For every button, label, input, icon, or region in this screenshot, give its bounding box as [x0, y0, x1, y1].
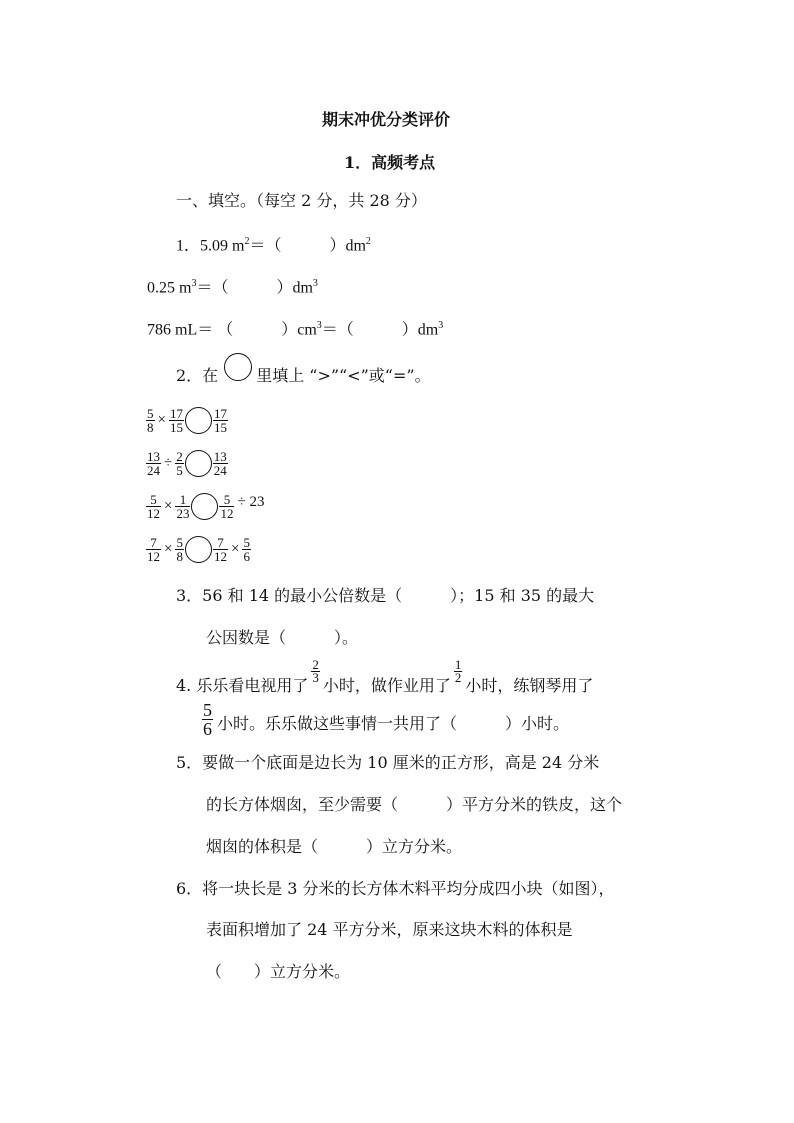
- page-title: 期末冲优分类评价: [322, 110, 451, 129]
- operator-tail: ÷ 23: [237, 493, 265, 510]
- compare-circle-icon: [224, 353, 252, 381]
- q3-line1: 3．56 和 14 的最小公倍数是（ ）；15 和 35 的最大: [176, 586, 595, 605]
- fraction: $\frac{5}{6}$: [203, 700, 212, 739]
- q5-line1: 5．要做一个底面是边长为 10 厘米的正方形，高是 24 分米: [176, 753, 600, 772]
- section-subtitle: 1．高频考点: [344, 153, 436, 172]
- section-heading: 一、填空。（每空 2 分，共 28 分）: [176, 191, 427, 210]
- q2-row: [146, 532, 267, 566]
- q4-line1: [176, 659, 593, 699]
- fraction: $\frac{2}{5}$: [176, 448, 183, 478]
- q1a-prefix: 1．5.09 m: [176, 237, 245, 255]
- q2-row: [146, 446, 267, 480]
- fraction: $\frac{17}{15}$: [169, 405, 183, 435]
- q6-line3: （ ）立方分米。: [206, 962, 351, 981]
- q4-text: 小时，做作业用了: [322, 676, 451, 695]
- fraction: $\frac{1}{2}$: [454, 657, 462, 685]
- operator: ÷: [164, 454, 173, 471]
- q6-line1: 6．将一块长是 3 分米的长方体木料平均分成四小块（如图），: [176, 879, 615, 898]
- q6-line2: 表面积增加了 24 平方分米，原来这块木料的体积是: [206, 920, 573, 939]
- fraction: $\frac{5}{12}$: [220, 491, 234, 521]
- q1b-sup2: 3: [312, 278, 318, 289]
- operator: ×: [164, 497, 173, 514]
- q4-text: 小时。乐乐做这些事情一共用了（ ）小时。: [217, 714, 570, 733]
- q1-line-a: [176, 232, 371, 256]
- fraction: $\frac{5}{8}$: [176, 534, 183, 564]
- q1c-mid: ＝（ ）dm: [321, 321, 439, 339]
- q5-line3: 烟囱的体积是（ ）立方分米。: [206, 837, 463, 856]
- q1a-sup2: 2: [365, 236, 371, 247]
- q1c-sup2: 3: [438, 320, 444, 331]
- q3-line2: 公因数是（ ）。: [206, 628, 359, 647]
- fraction: $\frac{2}{3}$: [312, 657, 319, 685]
- q4-text: 4. 乐乐看电视用了: [176, 676, 309, 695]
- q4-text: 小时，练钢琴用了: [465, 676, 594, 695]
- fraction: $\frac{5}{12}$: [147, 491, 160, 521]
- operator: ×: [157, 411, 166, 428]
- q1b-mid: ＝（ ）dm: [196, 279, 313, 297]
- fraction: $\frac{13}{24}$: [147, 448, 160, 478]
- q2-label: [176, 352, 431, 386]
- q1b-prefix: 0.25 m: [147, 279, 192, 297]
- q2-label-post: 里填上 “>”“<”或“=”。: [256, 366, 431, 385]
- fraction: $\frac{5}{6}$: [243, 534, 250, 564]
- fraction: $\frac{7}{12}$: [213, 534, 227, 564]
- q5-line2: 的长方体烟囱，至少需要（ ）平方分米的铁皮，这个: [206, 795, 623, 814]
- q1a-sup1: 2: [244, 236, 250, 247]
- answer-circle[interactable]: [191, 493, 218, 520]
- answer-circle[interactable]: [185, 407, 212, 434]
- answer-circle[interactable]: [185, 450, 212, 477]
- fraction: $\frac{13}{24}$: [213, 448, 227, 478]
- q2-row: [146, 403, 267, 437]
- operator: ×: [164, 540, 173, 557]
- q1c-sup1: 3: [316, 320, 322, 331]
- q4-line2: [202, 698, 569, 738]
- q2-rows: [146, 403, 267, 566]
- fraction: $\frac{1}{23}$: [176, 491, 190, 521]
- q1c-prefix: 786 mL＝ （ ）cm: [147, 321, 317, 339]
- q1b-sup1: 3: [191, 278, 197, 289]
- q1-line-c: [147, 316, 443, 340]
- q2-label-pre: 2．在: [176, 366, 219, 385]
- q2-row: [146, 489, 267, 523]
- fraction: $\frac{7}{12}$: [147, 534, 160, 564]
- q1a-mid: ＝（ ）dm: [249, 237, 366, 255]
- answer-circle[interactable]: [185, 536, 212, 563]
- operator: ×: [230, 540, 240, 557]
- q1-line-b: [147, 274, 318, 298]
- fraction: $\frac{5}{8}$: [147, 405, 154, 435]
- fraction: $\frac{17}{15}$: [213, 405, 227, 435]
